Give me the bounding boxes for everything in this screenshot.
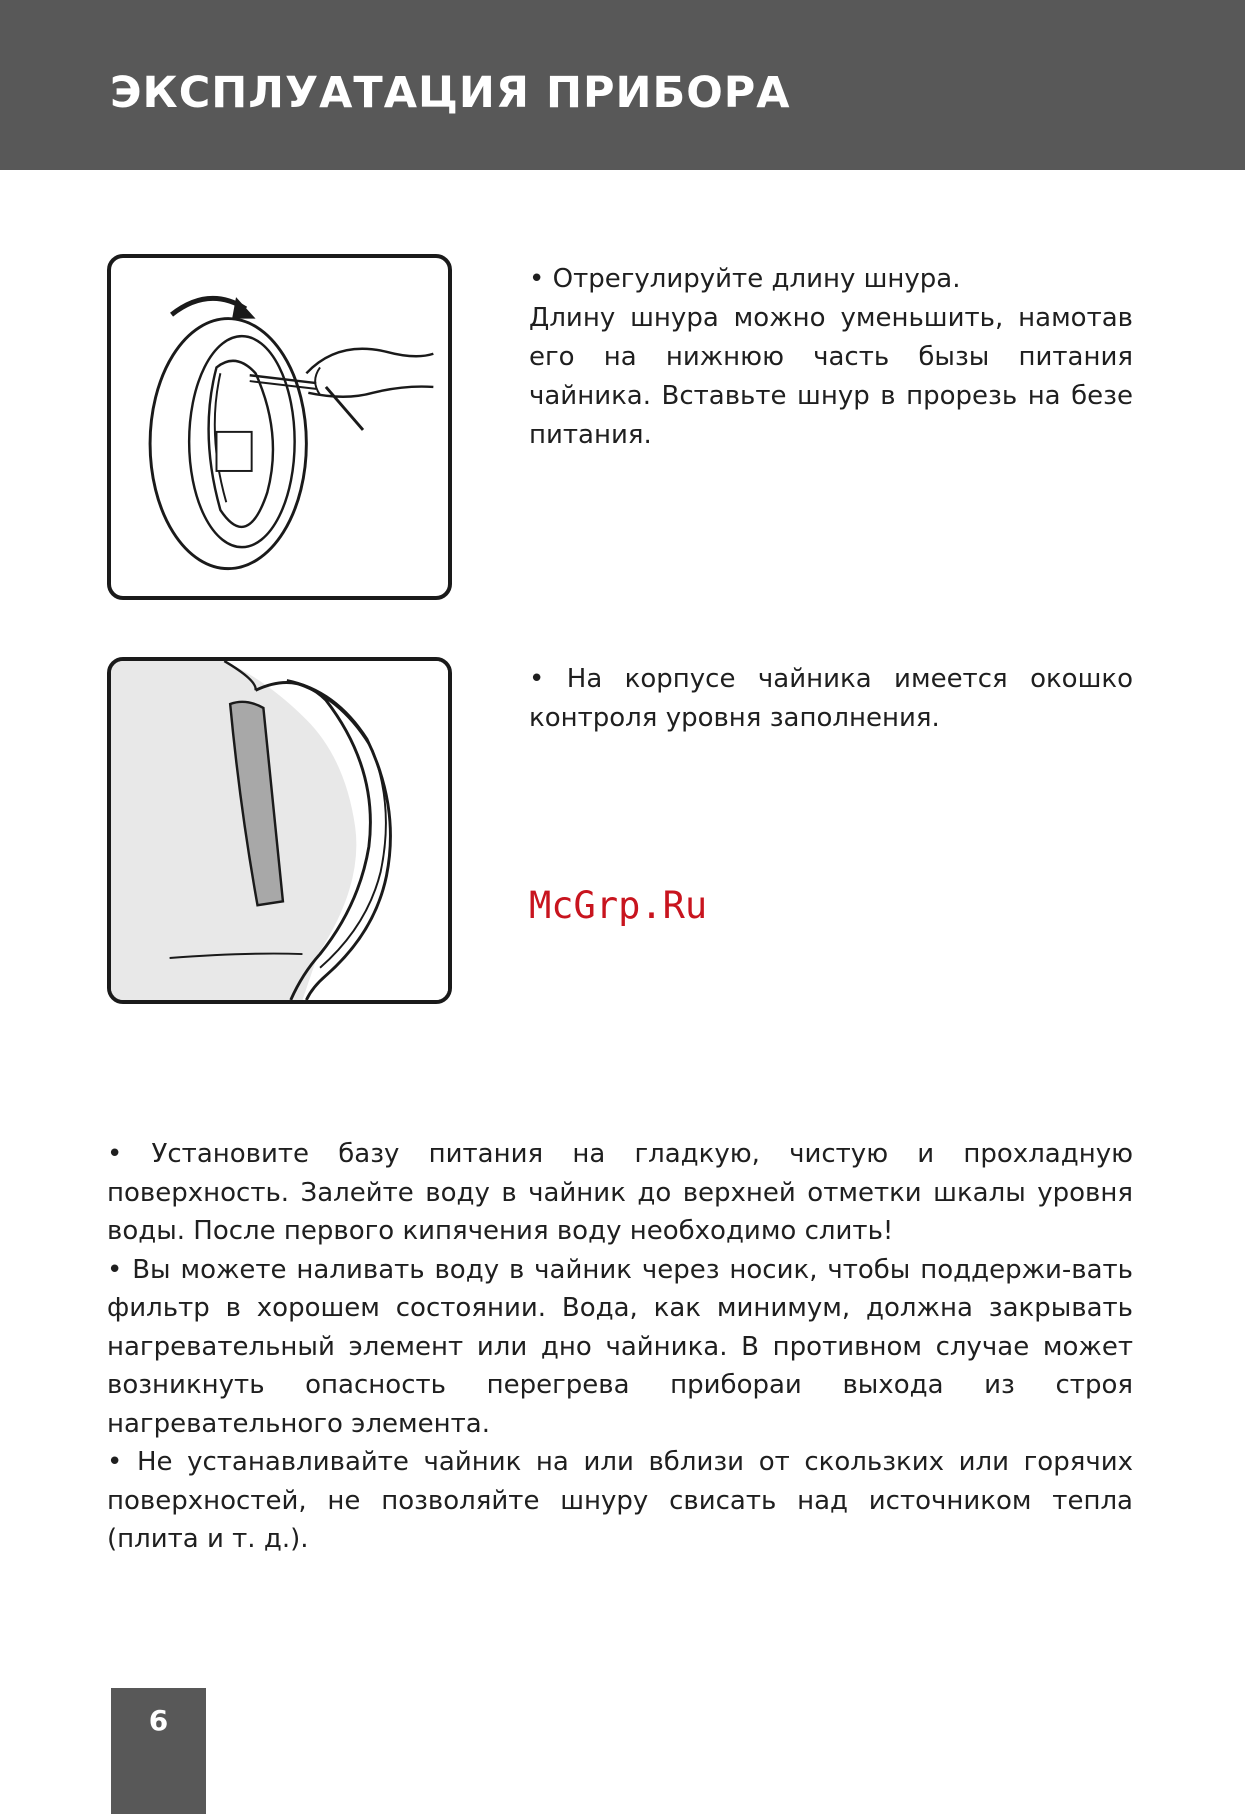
hand-upper — [306, 349, 433, 374]
instruction-filling-spout: • Вы можете наливать воду в чайник через носик, чтобы поддержи-вать фильтр в хорошем состоянии. Вода, как минимум, должна закрывать нагревательный элемент или дно чайника. В противном случае может возникнуть опасность перегрева прибораи выхода из строя нагревательного элемента. — [107, 1254, 1133, 1439]
water-window-text: • На корпусе чайника имеется окошко контроля уровня заполнения. — [529, 664, 1133, 733]
thumb — [315, 367, 320, 394]
label-plate — [216, 432, 251, 471]
page-title: ЭКСПЛУАТАЦИЯ ПРИБОРА — [110, 68, 791, 118]
cord-text: Длину шнура можно уменьшить, намотав его на нижнюю часть бызы питания чайника. Вставьте шнур в прорезь на безе питания. — [529, 303, 1133, 450]
watermark: McGrp.Ru — [529, 884, 708, 927]
page-number-tab — [111, 1688, 206, 1814]
cord-winding-base-illustration-icon — [111, 258, 448, 596]
cord-heading: • Отрегулируйте длину шнура. — [529, 264, 961, 294]
instruction-base-placement: • Установите базу питания на гладкую, чистую и прохладную поверхность. Залейте воду в чайник до верхней отметки шкалы уровня воды. После первого кипячения воду необходимо слить! — [107, 1139, 1133, 1246]
water-window-instructions — [529, 660, 1133, 738]
cord-length-instructions — [529, 260, 1133, 455]
header-band — [0, 0, 1245, 170]
arrow-head — [232, 297, 255, 318]
water-window-illustration — [107, 657, 452, 1004]
cord-winding-illustration — [107, 254, 452, 600]
kettle-water-window-illustration-icon — [111, 661, 448, 1000]
plug-cord-end — [326, 387, 363, 430]
usage-instructions — [107, 1135, 1133, 1559]
page-number: 6 — [148, 1704, 169, 1737]
instruction-hot-surfaces: • Не устанавливайте чайник на или вблизи от скользких или горячих поверхностей, не позволяйте шнуру свисать над источником тепла (плита и т. д.). — [107, 1447, 1133, 1554]
